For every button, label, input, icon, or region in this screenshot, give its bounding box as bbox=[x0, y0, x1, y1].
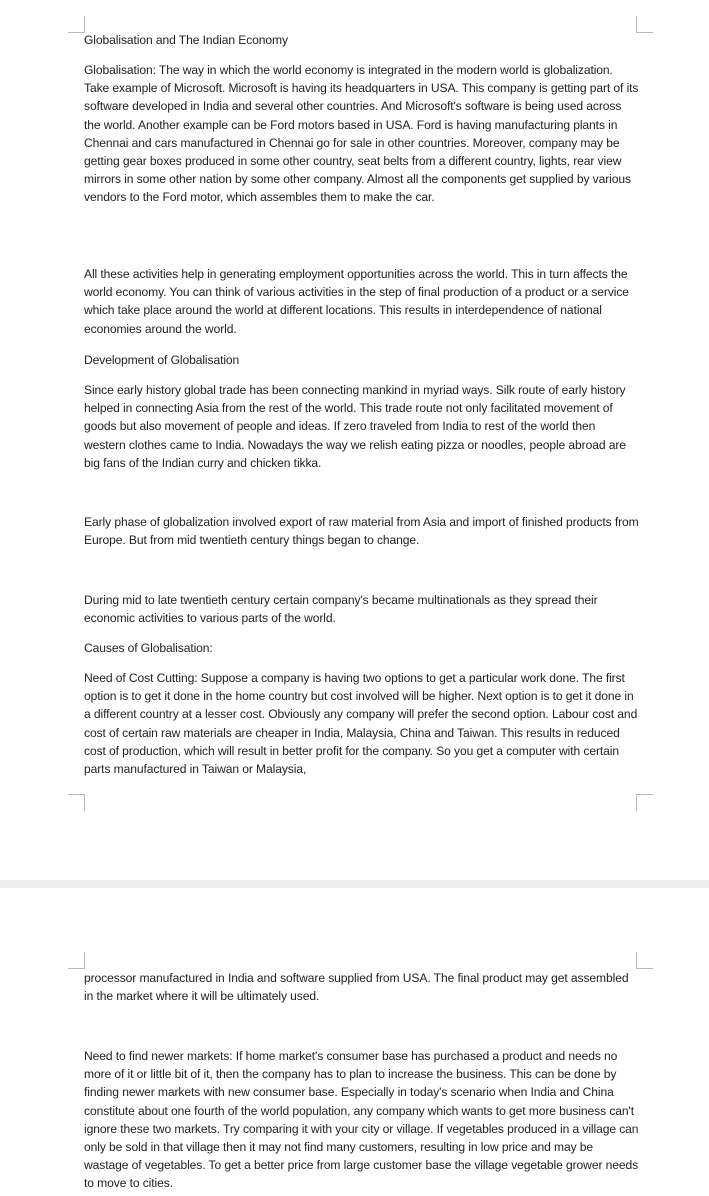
page-separator bbox=[0, 880, 709, 888]
margin-corner-bottom-left bbox=[68, 794, 85, 811]
document-page-2 bbox=[0, 888, 709, 1196]
paragraph-early-history: Since early history global trade has been connecting mankind in myriad ways. Silk route of early history helped in connecting Asia from the rest of the world. This trade route not only facilitated movement of goods but also movement of people and ideas. If zero traveled from India to rest of the world then western clothes came to India. Nowadays the way we relish eating pizza or noodles, people abroad are big fans of the Indian curry and chicken tikka. bbox=[84, 383, 626, 470]
paragraph-employment: All these activities help in generating employment opportunities across the world. This in turn affects the world economy. You can think of various activities in the step of final production of a product or a service which take place around the world at different locations. This results in interdependence of national economies around the world. bbox=[84, 267, 629, 336]
paragraph-newer-markets: Need to find newer markets: If home market's consumer base has purchased a product and needs no more of it or little bit of it, then the company has to plan to increase the business. This can be done by finding newer markets with new consumer base. Especially in today's scenario when India and China constitute about one fourth of the world population, any company which wants to get more business can't ignore these two markets. Try comparing it with your city or village. If vegetables produced in a village can only be sold in that village then it may not find many customers, resulting in low price and may be wastage of vegetables. To get a better price from large customer base the village vegetable grower needs to move to cities. bbox=[84, 1049, 639, 1191]
paragraph-processor: processor manufactured in India and software supplied from USA. The final product may get assembled in the market where it will be ultimately used. bbox=[84, 971, 629, 1004]
margin-corner-top-left bbox=[68, 16, 85, 33]
paragraph-globalisation-definition: Globalisation: The way in which the world economy is integrated in the modern world is globalization. Take example of Microsoft. Microsoft is having its headquarters in USA. This company is getting part of its software developed in India and several other countries. And Microsoft's software is being used across the world. Another example can be Ford motors based in USA. Ford is having manufacturing plants in Chennai and cars manufactured in Chennai go for sale in other countries. Moreover, company may be getting gear boxes produced in some other country, seat belts from a different country, lights, rear view mirrors in some other nation by some other company. Almost all the components get supplied by various vendors to the Ford motor, which assembles them to make the car. bbox=[84, 63, 639, 205]
margin-corner-top-right bbox=[636, 952, 653, 969]
paragraph-early-phase: Early phase of globalization involved export of raw material from Asia and import of finished products from Europe. But from mid twentieth century things began to change. bbox=[84, 515, 639, 548]
heading-development: Development of Globalisation bbox=[84, 353, 240, 367]
document-title: Globalisation and The Indian Economy bbox=[84, 33, 288, 47]
heading-causes: Causes of Globalisation: bbox=[84, 641, 213, 655]
paragraph-multinationals: During mid to late twentieth century certain company's became multinationals as they spread their economic activities to various parts of the world. bbox=[84, 593, 598, 626]
margin-corner-top-left bbox=[68, 952, 85, 969]
paragraph-cost-cutting: Need of Cost Cutting: Suppose a company is having two options to get a particular work done. The first option is to get it done in the home country but cost involved will be higher. Next option is to get it done in a different country at a lesser cost. Obviously any company will prefer the second option. Labour cost and cost of certain raw materials are cheaper in India, Malaysia, China and Taiwan. This results in reduced cost of production, which will result in better profit for the company. So you get a computer with certain parts manufactured in Taiwan or Malaysia, bbox=[84, 671, 638, 777]
margin-corner-bottom-right bbox=[636, 794, 653, 811]
